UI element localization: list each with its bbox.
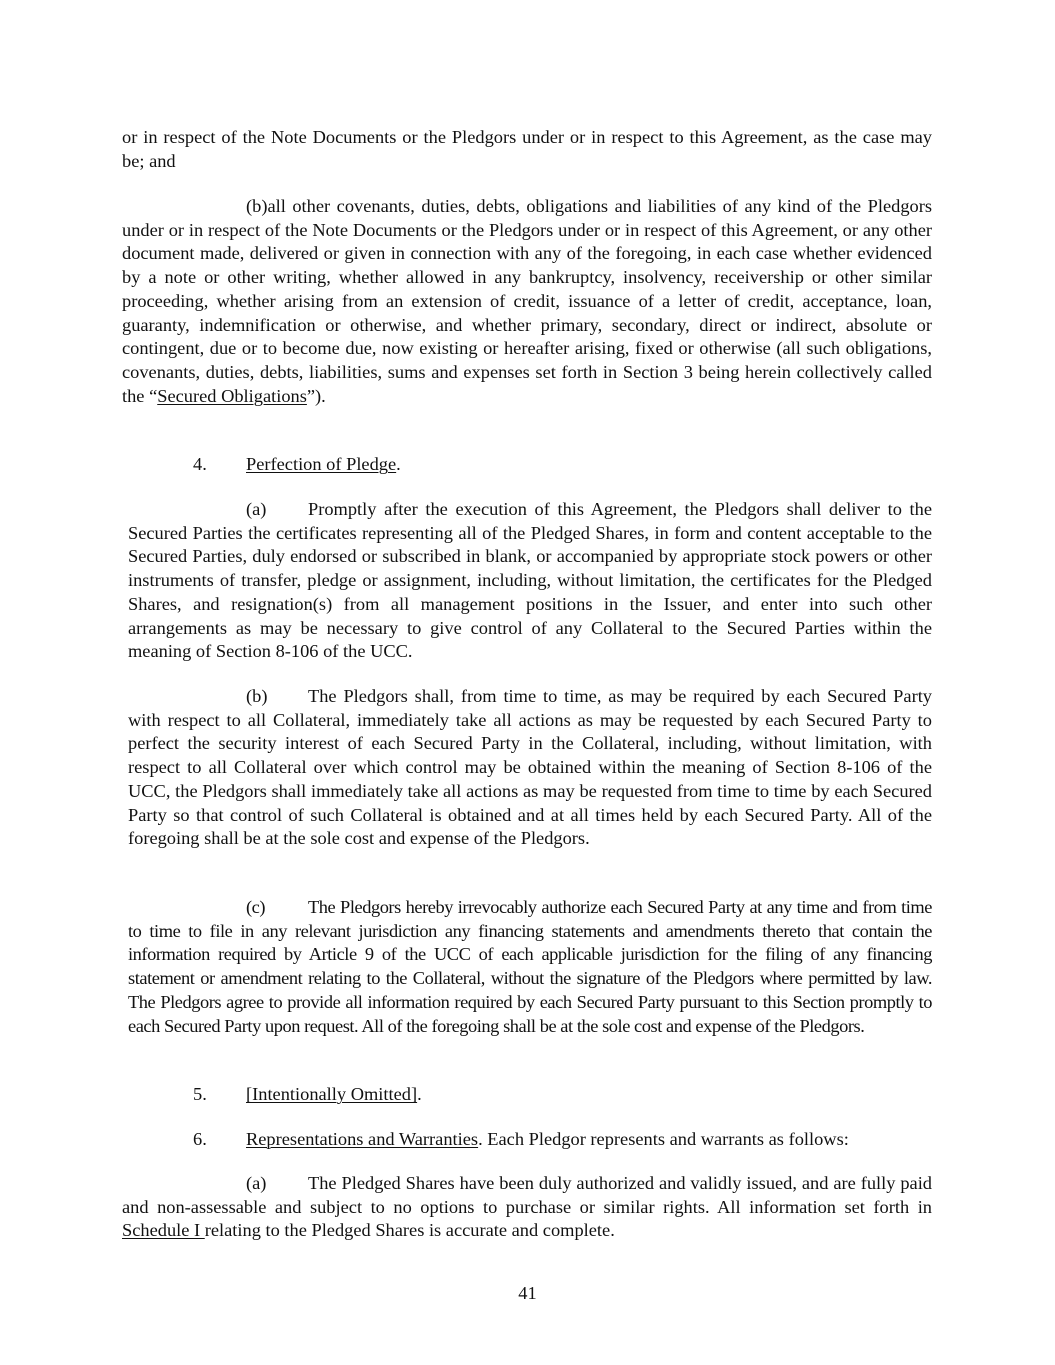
page-number: 41 — [518, 1283, 537, 1303]
section-4-number: 4. — [193, 454, 207, 474]
section-6a-end: relating to the Pledged Shares is accurate and complete. — [204, 1220, 615, 1241]
defined-term-close: ”). — [306, 385, 326, 406]
section-4c-label: (c) — [246, 897, 266, 917]
section-4b-label: (b) — [246, 686, 268, 706]
section-5-title: [Intentionally Omitted] — [246, 1084, 418, 1104]
section-6-title: Representations and Warranties — [246, 1129, 479, 1149]
secured-obligations-paragraph — [122, 195, 932, 408]
section-4c-paragraph — [128, 896, 932, 1038]
section-6-intro: . Each Pledgor represents and warrants as follows: — [478, 1129, 849, 1149]
section-4a-paragraph — [128, 498, 932, 664]
section-4b-text: The Pledgors shall, from time to time, as may be required by each Secured Party with respect to all Collateral, immediately take all actions as may be requested by each Secured Party to perfect the security interest of each Secured Party in the Collateral, including, without limitation, with respect to all Collateral over which control may be obtained within the meaning of Section 8-106 of the UCC, the Pledgors shall immediately take all actions as may be requested from time to time by each Secured Party so that control of such Collateral is obtained and at all times held by each Secured Party. All of the foregoing shall be at the sole cost and expense of the Pledgors. — [128, 686, 932, 849]
section-5-number: 5. — [193, 1084, 207, 1104]
section-6-number: 6. — [193, 1129, 207, 1149]
section-4b-paragraph — [128, 685, 932, 851]
section-4a-label: (a) — [246, 499, 267, 519]
schedule-i-reference: Schedule I — [122, 1220, 205, 1241]
section-6a-label: (a) — [246, 1173, 267, 1193]
continuation-paragraph — [122, 126, 932, 173]
section-6a-paragraph — [122, 1172, 932, 1243]
section-4a-text: Promptly after the execution of this Agreement, the Pledgors shall deliver to the Secured Parties the certificates representing all of the Pledged Shares, in form and content acceptable to the Secured Parties, duly endorsed or subscribed in blank, or accompanied by appropriate stock powers or other instruments of transfer, pledge or assignment, including, without limitation, the certificates for the Pledged Shares, and resignation(s) from all management positions in the Issuer, and enter into such other arrangements as may be necessary to give control of any Collateral to the Secured Parties within the meaning of Section 8-106 of the UCC. — [128, 499, 932, 662]
section-4-title: Perfection of Pledge — [246, 454, 397, 474]
document-page: or in respect of the Note Documents or the Pledgors under or in respect to this Agreement, as the case may be; and (b)all other covenants, duties, debts, obligations and liabilities of any kind of the Pledgors under or in respect of the Note Documents or the Pledgors under or in respect of this Agreement, or any other document made, delivered or given in connection with any of the foregoing, in each case whether evidenced by a note or other writing, whether allowed in any bankruptcy, insolvency, receivership or other similar proceeding, whether arising from an extension of credit, issuance of a letter of credit, acceptance, loan, guaranty, indemnification or otherwise, and whether primary, secondary, direct or indirect, absolute or contingent, due or to become due, now existing or hereafter arising, fixed or otherwise (all such obligations, covenants, duties, debts, liabilities, sums and expenses set forth in Section 3 being herein collectively called the “Secured Obligations”). 4. Perfection of Pledge. (a) Promptly after the execution of this Agreement, the Pledgors shall deliver to the Secured Parties the certificates representing all of the Pledged Shares, in form and content acceptable to the Secured Parties, duly endorsed or subscribed in blank, or accompanied by appropriate stock powers or other instruments of transfer, pledge or assignment, including, without limitation, the certificates for the Pledged Shares, and resignation(s) from all management positions in the Issuer, and enter into such other arrangements as may be necessary to give control of any Collateral to the Secured Parties within the meaning of Section 8-106 of the UCC. (b) The Pledgors shall, from time to time, as may be required by each Secured Party with respect to all Collateral, immediately take all actions as may be requested by each Secured Party to perfect the security interest of each Secured Party in the Collateral, including, without limitation, with respect to all Collateral over which control may be obtained within the meaning of Section 8-106 of the UCC, the Pledgors shall immediately take all actions as may be requested from time to time by each Secured Party so that control of such Collateral is obtained and at all times held by each Secured Party. All of the foregoing shall be at the sole cost and expense of the Pledgors. (c) The Pledgors hereby irrevocably authorize each Secured Party at any time and from time to time to file in any relevant jurisdiction any financing statements and amendments thereto that contain the information required by Article 9 of the UCC of each applicable jurisdiction for the filing of any financing statement or amendment relating to the Collateral, without the signature of the Pledgors where permitted by law. The Pledgors agree to provide all information required by each Secured Party pursuant to this Section promptly to each Secured Party upon request. All of the foregoing shall be at the sole cost and expense of the Pledgors. 5. [Intentionally Omitted]. 6. Representations and Warranties. Each Pledgor represents and warrants as follows: (a) The Pledged Shares have been duly authorized and validly issued, and are fully paid and non-assessable and subject to no options to purchase or similar rights. All information set forth in Schedule I relating to the Pledged Shares is accurate and complete. 41 — [0, 0, 1055, 1365]
defined-term-secured-obligations: Secured Obligations — [157, 385, 307, 406]
section-6a-text: The Pledged Shares have been duly authorized and validly issued, and are fully paid and non-assessable and subject to no options to purchase or similar rights. All information set forth in — [122, 1173, 932, 1217]
secured-obligations-text: (b)all other covenants, duties, debts, obligations and liabilities of any kind of the Pledgors under or in respect of the Note Documents or the Pledgors under or in respect of this Agreement, or any other document made, delivered or given in connection with any of the foregoing, in each case whether evidenced by a note or other writing, whether allowed in any bankruptcy, insolvency, receivership or other similar proceeding, whether arising from an extension of credit, issuance of a letter of credit, acceptance, loan, guaranty, indemnification or otherwise, and whether primary, secondary, direct or indirect, absolute or contingent, due or to become due, now existing or hereafter arising, fixed or otherwise (all such obligations, covenants, duties, debts, liabilities, sums and expenses set forth in Section 3 being herein collectively called the “ — [122, 196, 932, 406]
section-4c-text: The Pledgors hereby irrevocably authorize each Secured Party at any time and from time to time to file in any relevant jurisdiction any financing statements and amendments thereto that contain the information required by Article 9 of the UCC of each applicable jurisdiction for the filing of any financing statement or amendment relating to the Collateral, without the signature of the Pledgors where permitted by law. The Pledgors agree to provide all information required by each Secured Party pursuant to this Section promptly to each Secured Party upon request. All of the foregoing shall be at the sole cost and expense of the Pledgors. — [128, 897, 932, 1036]
continuation-text: or in respect of the Note Documents or the Pledgors under or in respect to this Agreement, as the case may be; and — [122, 127, 932, 171]
